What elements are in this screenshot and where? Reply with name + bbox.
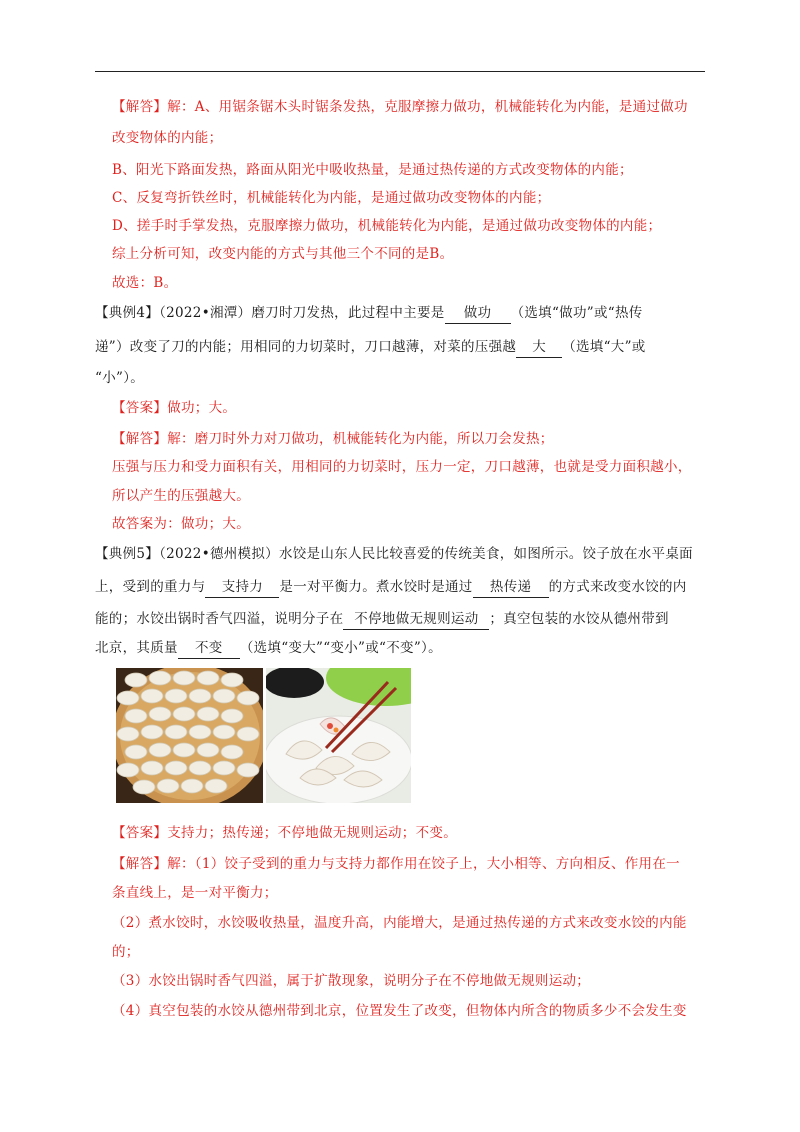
question-text: 是一对平衡力。煮水饺时是通过: [279, 579, 473, 595]
answer-blank: 大: [516, 337, 562, 358]
solution-line: 的；: [112, 944, 140, 960]
question-text: （选填“变大”“变小”或“不变”）。: [239, 640, 442, 656]
cooked-dumplings-photo: [266, 668, 411, 803]
question-text: 递”）改变了刀的内能；用相同的力切菜时，刀口越薄，对菜的压强越: [95, 339, 517, 355]
answer-blank: 热传递: [473, 577, 549, 598]
question-line: [95, 638, 442, 659]
solution-line: 综上分析可知，改变内能的方式与其他三个不同的是B。: [112, 246, 454, 262]
solution-line: C、反复弯折铁丝时，机械能转化为内能，是通过做功改变物体的内能；: [112, 190, 551, 206]
question-text: ；真空包装的水饺从德州带到: [489, 611, 669, 627]
solution-line: 改变物体的内能；: [112, 130, 223, 146]
question-line: [95, 577, 687, 598]
answer-blank: 做功: [445, 303, 511, 324]
solution-line: （4）真空包装的水饺从德州带到北京，位置发生了改变，但物体内所含的物质多少不会发生变: [112, 1003, 687, 1019]
answer-blank: 支持力: [205, 577, 279, 598]
answer-blank: 不变: [178, 638, 240, 659]
solution-line: 【解答】解：（1）饺子受到的重力与支持力都作用在饺子上，大小相等、方向相反、作用在一: [112, 856, 680, 872]
solution-line: 所以产生的压强越大。: [112, 488, 250, 504]
header-rule: [95, 71, 705, 72]
solution-line: 【解答】解：A、用锯条锯木头时锯条发热，克服摩擦力做功，机械能转化为内能，是通过做功: [112, 99, 688, 115]
answer-line: 【答案】做功；大。: [112, 400, 237, 416]
question-line: “小”）。: [95, 370, 145, 386]
solution-line: D、搓手时手掌发热，克服摩擦力做功，机械能转化为内能，是通过做功改变物体的内能；: [112, 218, 662, 234]
question-text: 【典例4】（2022•湘潭）磨刀时刀发热，此过程中主要是: [95, 305, 445, 321]
solution-line: B、阳光下路面发热，路面从阳光中吸收热量，是通过热传递的方式改变物体的内能；: [112, 162, 633, 178]
question-text: 能的；水饺出锅时香气四溢，说明分子在: [95, 611, 344, 627]
solution-line: 故答案为：做功；大。: [112, 516, 250, 532]
question-text: 北京，其质量: [95, 640, 178, 656]
question-line: 【典例5】（2022•德州模拟）水饺是山东人民比较喜爱的传统美食，如图所示。饺子放在水平桌面: [95, 546, 693, 562]
solution-line: 【解答】解：磨刀时外力对刀做功，机械能转化为内能，所以刀会发热；: [112, 431, 554, 447]
answer-blank: 不停地做无规则运动: [343, 609, 489, 630]
solution-line: （2）煮水饺时，水饺吸收热量，温度升高，内能增大，是通过热传递的方式来改变水饺的内能: [112, 915, 687, 931]
question-text: （选填“大”或: [562, 339, 646, 355]
question-line: [95, 337, 646, 358]
solution-line: 压强与压力和受力面积有关，用相同的力切菜时，压力一定，刀口越薄，也就是受力面积越小，: [112, 459, 692, 475]
question-text: 的方式来改变水饺的内: [548, 579, 687, 595]
answer-line: 【答案】支持力；热传递；不停地做无规则运动；不变。: [112, 825, 457, 841]
solution-line: 故选：B。: [112, 275, 178, 291]
solution-line: （3）水饺出锅时香气四溢，属于扩散现象，说明分子在不停地做无规则运动；: [112, 973, 591, 989]
dumpling-tray-photo: [116, 668, 263, 803]
solution-line: 条直线上，是一对平衡力；: [112, 885, 278, 901]
question-text: 上，受到的重力与: [95, 579, 206, 595]
question-line: [95, 609, 669, 630]
question-text: （选填“做功”或“热传: [510, 305, 643, 321]
question-line: [95, 303, 643, 324]
